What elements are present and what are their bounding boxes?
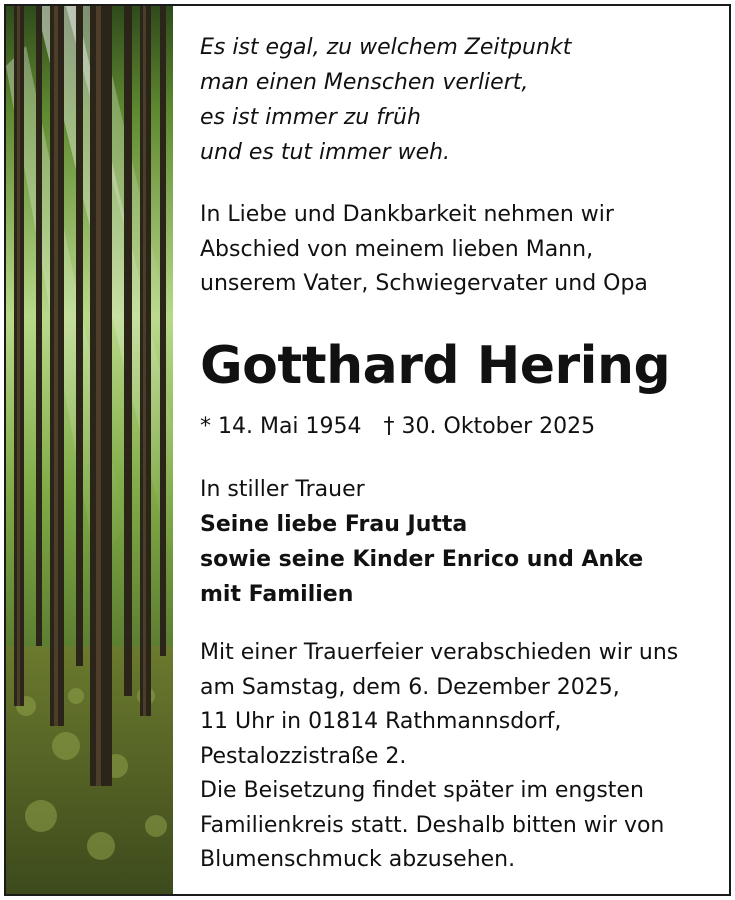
mourners-block (200, 472, 643, 612)
info-line: Mit einer Trauerfeier verabschieden wir uns (200, 640, 679, 665)
obituary-card (4, 4, 731, 896)
info-line: Blumenschmuck abzusehen. (200, 847, 516, 872)
quote-line: Es ist egal, zu welchem Zeitpunkt (200, 35, 572, 60)
mourner-line: sowie seine Kinder Enrico und Anke (200, 547, 644, 572)
mourner-line: Seine liebe Frau Jutta (200, 512, 468, 537)
quote-line: es ist immer zu früh (200, 105, 421, 130)
intro-line: In Liebe und Dankbarkeit nehmen wir (200, 202, 614, 227)
info-line: 11 Uhr in 01814 Rathmannsdorf, (200, 709, 562, 734)
ceremony-info (200, 636, 678, 878)
deceased-name: Gotthard Hering (200, 336, 671, 396)
quote-line: und es tut immer weh. (200, 140, 451, 165)
birth-date: * 14. Mai 1954 (200, 414, 362, 439)
info-line: Familienkreis statt. Deshalb bitten wir von (200, 812, 665, 838)
intro-line: Abschied von meinem lieben Mann, (200, 236, 594, 262)
mourner-line: mit Familien (200, 582, 354, 607)
info-line: Die Beisetzung findet später im engsten (200, 778, 644, 803)
mourners-heading: In stiller Trauer (200, 477, 365, 502)
forest-image (6, 6, 173, 894)
quote-line: man einen Menschen verliert, (200, 70, 529, 95)
life-dates (200, 410, 595, 444)
info-line: Pestalozzistraße 2. (200, 743, 407, 769)
intro-line: unserem Vater, Schwiegervater und Opa (200, 271, 648, 296)
death-date: † 30. Oktober 2025 (383, 414, 596, 439)
memorial-quote (200, 30, 571, 170)
info-line: am Samstag, dem 6. Dezember 2025, (200, 674, 620, 700)
farewell-intro (200, 198, 648, 302)
